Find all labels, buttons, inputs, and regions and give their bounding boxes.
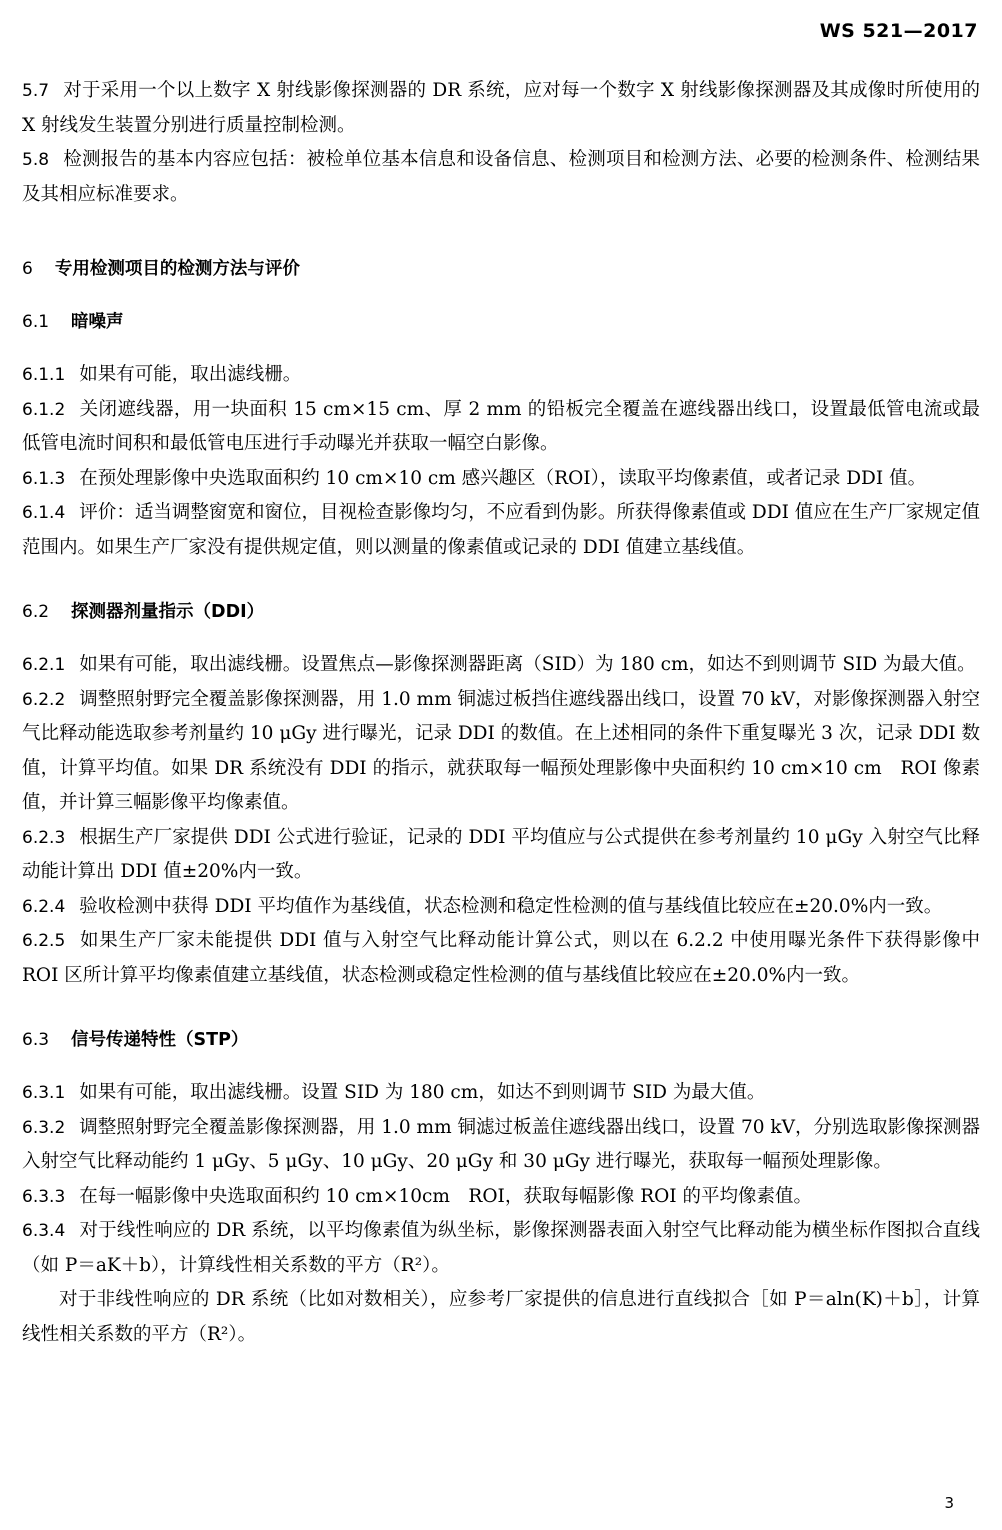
clause-number: 6.1.1	[22, 365, 66, 385]
clause-number: 5.7	[22, 81, 50, 101]
clause-number: 6.2.5	[22, 931, 66, 951]
clause-number: 6.1.3	[22, 468, 66, 489]
section-heading-6-1	[22, 305, 980, 339]
clause-text: 对于线性响应的 DR 系统，以平均像素值为纵坐标，影像探测器表面入射空气比释动能为横坐标作图拟合直线（如 P＝aK＋b），计算线性相关系数的平方（R²）。	[22, 1220, 980, 1276]
clause-6-3-3	[22, 1180, 980, 1215]
clause-6-3-4-continuation	[22, 1283, 980, 1352]
heading-number: 6.2	[22, 602, 50, 622]
clause-number: 5.8	[22, 150, 50, 170]
clause-number: 6.2.4	[22, 896, 66, 917]
clause-text: 调整照射野完全覆盖影像探测器，用 1.0 mm 铜滤过板挡住遮线器出线口，设置 70 kV，对影像探测器入射空气比释动能选取参考剂量约 10 μGy 进行曝光，记录 DDI 的数值。在上述相同的条件下重复曝光 3 次，记录 DDI 数值，计算平均值。如果 DR 系统没有 DDI 的指示，就获取每一幅预处理影像中央面积约 10 cm×10 cm ROI 像素值，并计算三幅影像平均像素值。	[22, 688, 980, 813]
clause-number: 6.1.2	[22, 399, 66, 420]
clause-number: 6.2.2	[22, 689, 66, 710]
heading-number: 6.3	[22, 1030, 50, 1050]
clause-text: 评价：适当调整窗宽和窗位，目视检查影像均匀，不应看到伪影。所获得像素值或 DDI 值应在生产厂家规定值范围内。如果生产厂家没有提供规定值，则以测量的像素值或记录的 DDI 值建立基线值。	[22, 502, 980, 558]
clause-text: 在每一幅影像中央选取面积约 10 cm×10cm ROI，获取每幅影像 ROI 的平均像素值。	[79, 1185, 812, 1207]
clause-number: 6.3.1	[22, 1083, 66, 1103]
clause-6-1-2	[22, 393, 980, 462]
clause-number: 6.2.1	[22, 655, 66, 675]
clause-text: 在预处理影像中央选取面积约 10 cm×10 cm 感兴趣区（ROI），读取平均像素值，或者记录 DDI 值。	[79, 467, 927, 489]
clause-text: 对于采用一个以上数字 X 射线影像探测器的 DR 系统，应对每一个数字 X 射线影像探测器及其成像时所使用的 X 射线发生装置分别进行质量控制检测。	[22, 80, 980, 136]
clause-6-1-1	[22, 358, 980, 393]
heading-text: 暗噪声	[71, 312, 124, 332]
clause-text: 如果有可能，取出滤线栅。设置 SID 为 180 cm，如达不到则调节 SID 为最大值。	[79, 1082, 766, 1103]
page-number: 3	[944, 1494, 954, 1512]
clause-5-8	[22, 143, 980, 212]
clause-text: 对于非线性响应的 DR 系统（比如对数相关），应参考厂家提供的信息进行直线拟合［如 P＝aln(K)＋b］，计算线性相关系数的平方（R²）。	[22, 1289, 980, 1345]
heading-text: 专用检测项目的检测方法与评价	[54, 259, 300, 279]
heading-text: 信号传递特性（STP）	[71, 1030, 249, 1050]
clause-number: 6.3.2	[22, 1117, 66, 1138]
clause-text: 验收检测中获得 DDI 平均值作为基线值，状态检测和稳定性检测的值与基线值比较应在±20.0%内一致。	[79, 895, 943, 917]
clause-text: 如果生产厂家未能提供 DDI 值与入射空气比释动能计算公式，则以在 6.2.2 中使用曝光条件下获得影像中 ROI 区所计算平均像素值建立基线值，状态检测或稳定性检测的值与基线值比较应在±20.0%内一致。	[22, 930, 980, 986]
clause-text: 如果有可能，取出滤线栅。设置焦点—影像探测器距离（SID）为 180 cm，如达不到则调节 SID 为最大值。	[79, 654, 976, 675]
section-heading-6-2	[22, 595, 980, 629]
clause-number: 6.1.4	[22, 503, 66, 523]
clause-number: 6.2.3	[22, 827, 66, 848]
clause-6-1-3	[22, 462, 980, 497]
clause-6-2-4	[22, 890, 980, 925]
clause-6-3-4	[22, 1214, 980, 1283]
clause-6-2-5	[22, 924, 980, 993]
section-heading-6	[22, 252, 980, 286]
clause-text: 关闭遮线器，用一块面积 15 cm×15 cm、厚 2 mm 的铅板完全覆盖在遮线器出线口，设置最低管电流或最低管电流时间积和最低管电压进行手动曝光并获取一幅空白影像。	[22, 398, 980, 454]
clause-6-2-2	[22, 683, 980, 821]
clause-6-1-4	[22, 496, 980, 565]
heading-text: 探测器剂量指示（DDI）	[71, 602, 265, 622]
clause-text: 调整照射野完全覆盖影像探测器，用 1.0 mm 铜滤过板盖住遮线器出线口，设置 70 kV，分别选取影像探测器入射空气比释动能约 1 μGy、5 μGy、10 μGy、20 μGy 和 30 μGy 进行曝光，获取每一幅预处理影像。	[22, 1116, 980, 1172]
clause-text: 根据生产厂家提供 DDI 公式进行验证，记录的 DDI 平均值应与公式提供在参考剂量约 10 μGy 入射空气比释动能计算出 DDI 值±20%内一致。	[22, 826, 980, 882]
clause-text: 检测报告的基本内容应包括：被检单位基本信息和设备信息、检测项目和检测方法、必要的检测条件、检测结果及其相应标准要求。	[22, 149, 980, 205]
document-body	[22, 74, 980, 1352]
heading-number: 6	[22, 259, 33, 279]
clause-6-2-3	[22, 821, 980, 890]
clause-5-7	[22, 74, 980, 143]
section-heading-6-3	[22, 1023, 980, 1057]
clause-6-3-1	[22, 1076, 980, 1111]
clause-number: 6.3.4	[22, 1221, 66, 1241]
heading-number: 6.1	[22, 312, 50, 332]
clause-6-2-1	[22, 648, 980, 683]
standard-code: WS 521—2017	[819, 20, 978, 42]
clause-number: 6.3.3	[22, 1186, 66, 1207]
clause-text: 如果有可能，取出滤线栅。	[79, 364, 302, 385]
clause-6-3-2	[22, 1111, 980, 1180]
